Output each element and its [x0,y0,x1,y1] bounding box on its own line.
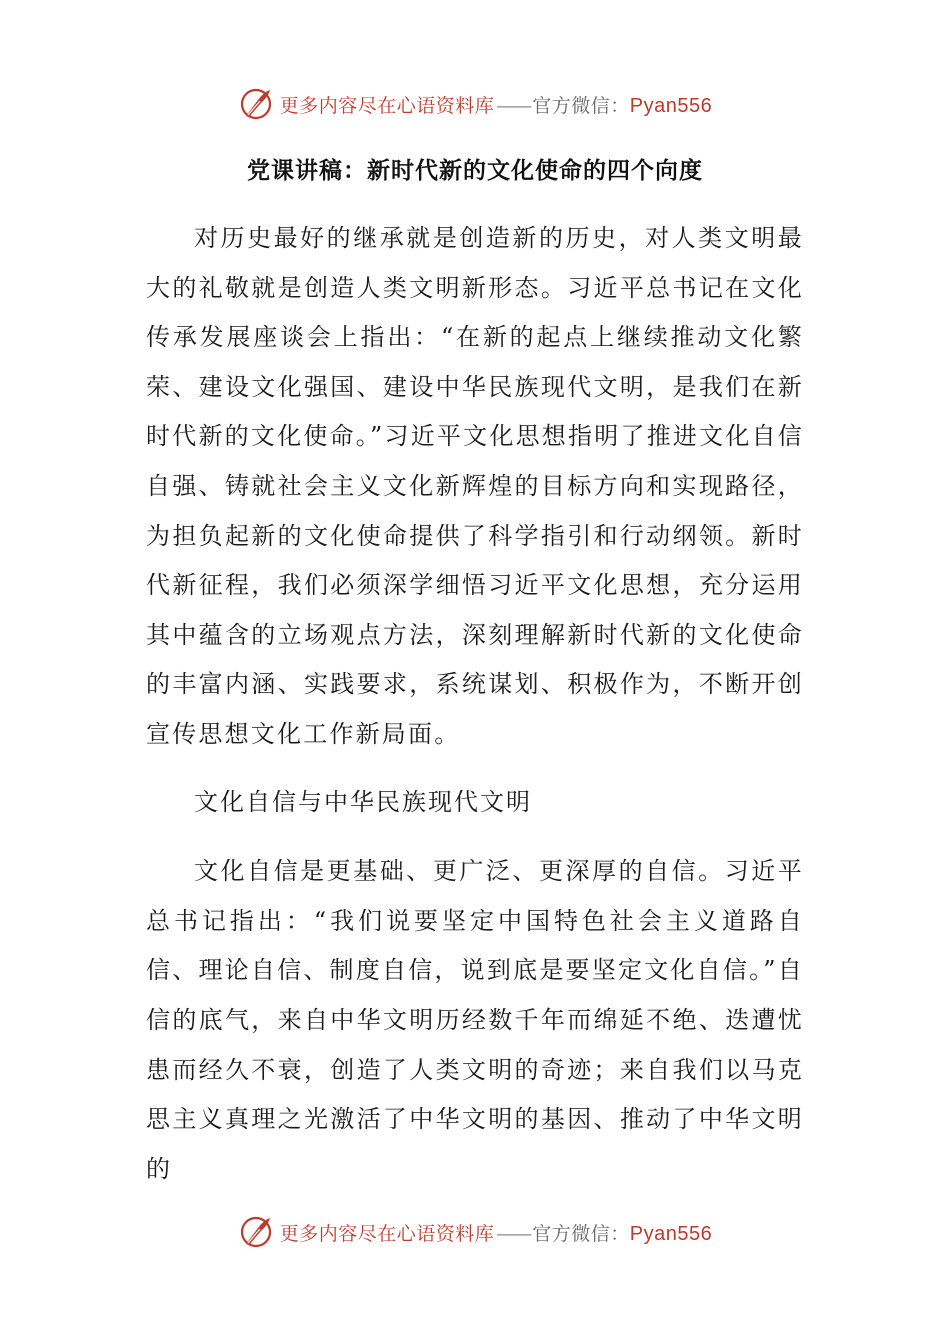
banner-official-label: 官方微信： [532,94,630,117]
banner-site-text: 更多内容尽在心语资料库 [279,1222,495,1245]
banner-text [280,91,713,118]
banner-handle: Pyan556 [629,1222,713,1245]
footer-banner [0,1210,950,1254]
section-heading: 文化自信与中华民族现代文明 [194,787,532,816]
banner-site-text: 更多内容尽在心语资料库 [279,94,495,117]
banner-dash: —— [496,1222,531,1245]
quill-pen-icon [238,1214,274,1250]
banner-dash: —— [496,94,531,117]
banner-official-label: 官方微信： [532,1222,630,1245]
section-paragraph: 文化自信是更基础、更广泛、更深厚的自信。习近平总书记指出：“我们说要坚定中国特色社会主义道路自信、理论自信、制度自信，说到底是要坚定文化自信。”自信的底气，来自中华文明历经数千年而绵延不绝、迭遭忧患而经久不衰，创造了人类文明的奇迹；来自我们以马克思主义真理之光激活了中华文明的基因、推动了中华文明的 [146,857,804,1183]
banner-text [280,1219,713,1246]
intro-paragraph: 对历史最好的继承就是创造新的历史，对人类文明最大的礼敬就是创造人类文明新形态。习近平总书记在文化传承发展座谈会上指出：“在新的起点上继续推动文化繁荣、建设文化强国、建设中华民族现代文明，是我们在新时代新的文化使命。”习近平文化思想指明了推进文化自信自强、铸就社会主义文化新辉煌的目标方向和实现路径，为担负起新的文化使命提供了科学指引和行动纲领。新时代新征程，我们必须深学细悟习近平文化思想，充分运用其中蕴含的立场观点方法，深刻理解新时代新的文化使命的丰富内涵、实践要求，系统谋划、积极作为，不断开创宣传思想文化工作新局面。 [146,224,804,748]
document-title: 党课讲稿：新时代新的文化使命的四个向度 [247,157,703,184]
header-banner [0,82,950,126]
document-body [146,214,804,1194]
banner-handle: Pyan556 [629,94,713,117]
quill-pen-icon [238,86,274,122]
